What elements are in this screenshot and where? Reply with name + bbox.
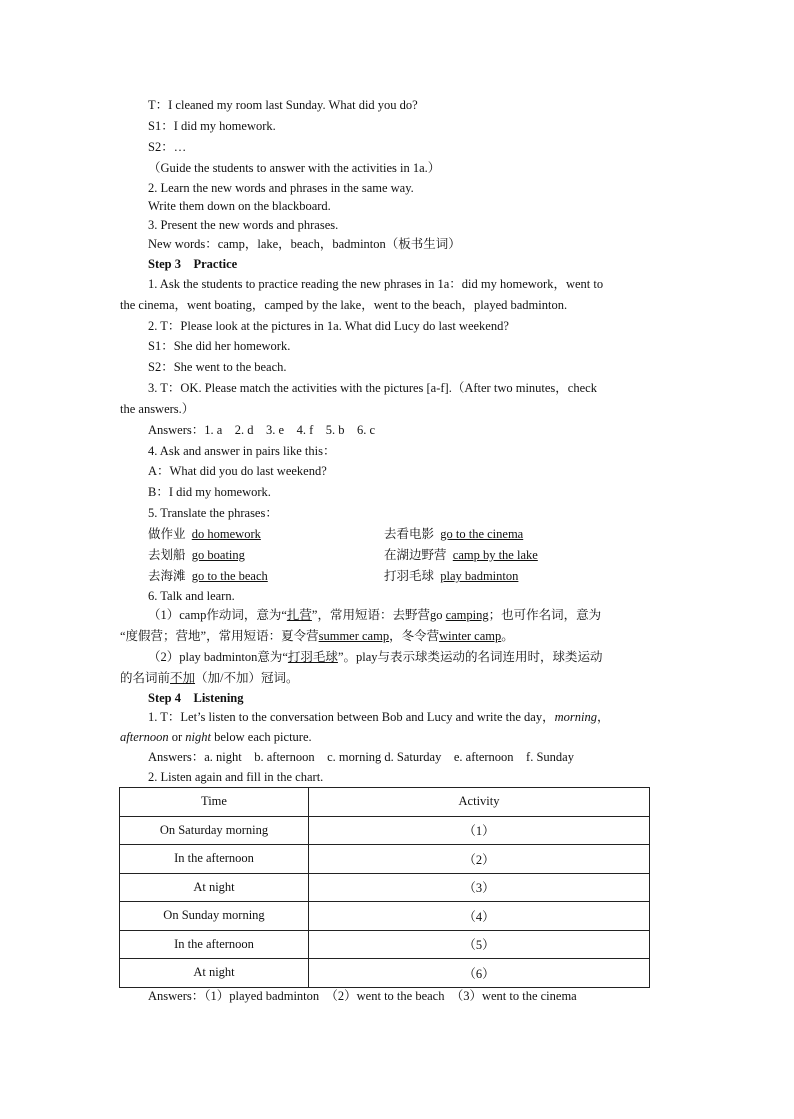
- listening-chart: [119, 787, 650, 988]
- translation-en: camp by the lake: [452, 548, 538, 562]
- procedure-step: 2. Learn the new words and phrases in the same way.: [148, 181, 414, 195]
- activity-cell: （3）: [309, 873, 650, 902]
- activity-cell: （6）: [309, 959, 650, 988]
- table-row: [120, 959, 650, 988]
- procedure-step: [120, 729, 312, 745]
- answers-line: Answers：a. night b. afternoon c. morning d. Saturday e. afternoon f. Sunday: [148, 750, 574, 764]
- step-text: below each picture.: [210, 730, 312, 744]
- step-italic: night: [185, 730, 211, 744]
- step-text: or: [168, 730, 186, 744]
- translation-en: go to the cinema: [440, 527, 524, 541]
- activity-cell: （5）: [309, 930, 650, 959]
- procedure-step: 1. Ask the students to practice reading the new phrases in 1a：did my homework，went to: [148, 277, 604, 291]
- grammar-note: [148, 649, 603, 665]
- procedure-step: 5. Translate the phrases：: [148, 506, 278, 520]
- translation-item: [148, 568, 268, 584]
- procedure-step: the cinema，went boating，camped by the lake，went to the beach，played badminton.: [120, 298, 568, 312]
- note-text: （1）camp作动词，意为“: [148, 608, 287, 622]
- step-italic: morning: [554, 710, 597, 724]
- procedure-step: 3. Present the new words and phrases.: [148, 218, 339, 232]
- note-blank: camping: [445, 608, 489, 622]
- translation-cn: 去看电影: [384, 527, 435, 541]
- procedure-step: 6. Talk and learn.: [148, 589, 235, 603]
- translation-item: [148, 547, 245, 563]
- dialogue-line: T：I cleaned my room last Sunday. What did you do?: [148, 98, 418, 112]
- translation-item: [384, 526, 523, 542]
- activity-cell: （4）: [309, 902, 650, 931]
- translation-cn: 做作业: [148, 527, 186, 541]
- translation-cn: 打羽毛球: [384, 569, 435, 583]
- note-text: ”，常用短语：去野营go: [311, 608, 446, 622]
- procedure-step: 2. T：Please look at the pictures in 1a. What did Lucy do last weekend?: [148, 319, 509, 333]
- dialogue-line: B：I did my homework.: [148, 485, 271, 499]
- time-cell: In the afternoon: [120, 930, 309, 959]
- table-header-row: [120, 788, 650, 817]
- translation-en: go boating: [191, 548, 245, 562]
- translation-cn: 去划船: [148, 548, 186, 562]
- note-text: “度假营；营地”，常用短语：夏令营: [120, 629, 319, 643]
- note-text: ；也可作名词，意为: [488, 608, 602, 622]
- step-heading: Step 4 Listening: [148, 691, 244, 705]
- instruction-note: （Guide the students to answer with the activities in 1a.）: [148, 161, 441, 175]
- activity-cell: （1）: [309, 816, 650, 845]
- dialogue-line: S2：…: [148, 140, 187, 154]
- time-cell: At night: [120, 959, 309, 988]
- translation-cn: 在湖边野营: [384, 548, 447, 562]
- translation-cn: 去海滩: [148, 569, 186, 583]
- table-row: [120, 816, 650, 845]
- procedure-step: Write them down on the blackboard.: [148, 199, 331, 213]
- time-cell: In the afternoon: [120, 845, 309, 874]
- dialogue-line: S1：She did her homework.: [148, 339, 291, 353]
- translation-item: [148, 526, 261, 542]
- table-row: [120, 873, 650, 902]
- answers-line: Answers：（1）played badminton （2）went to the beach （3）went to the cinema: [148, 989, 577, 1003]
- time-cell: On Saturday morning: [120, 816, 309, 845]
- translation-en: play badminton: [440, 569, 519, 583]
- note-blank: winter camp: [439, 629, 502, 643]
- translation-item: [384, 547, 538, 563]
- note-text: ，冬令营: [389, 629, 440, 643]
- grammar-note: [148, 607, 601, 623]
- note-text: 。: [501, 629, 514, 643]
- activity-cell: （2）: [309, 845, 650, 874]
- answers-line: Answers：1. a 2. d 3. e 4. f 5. b 6. c: [148, 423, 376, 437]
- note-blank: summer camp: [318, 629, 390, 643]
- step-text: 1. T：Let’s listen to the conversation between Bob and Lucy and write the day，: [148, 710, 555, 724]
- note-text: （2）play badminton意为“: [148, 650, 288, 664]
- dialogue-line: S2：She went to the beach.: [148, 360, 287, 374]
- column-header-time: Time: [120, 788, 309, 817]
- table-row: [120, 930, 650, 959]
- note-blank: 不加: [170, 671, 196, 685]
- note-blank: 打羽毛球: [287, 650, 338, 664]
- step-text: ，: [597, 710, 610, 724]
- note-text: （加/不加）冠词。: [195, 671, 299, 685]
- new-words-line: New words：camp，lake，beach，badminton（板书生词）: [148, 237, 461, 251]
- column-header-activity: Activity: [309, 788, 650, 817]
- dialogue-line: S1：I did my homework.: [148, 119, 276, 133]
- procedure-step: [148, 709, 610, 725]
- table-row: [120, 902, 650, 931]
- translation-en: do homework: [191, 527, 261, 541]
- procedure-step: 3. T：OK. Please match the activities with the pictures [a-f].（After two minutes，check: [148, 381, 597, 395]
- grammar-note: [120, 628, 514, 644]
- note-blank: 扎营: [286, 608, 312, 622]
- time-cell: On Sunday morning: [120, 902, 309, 931]
- translation-item: [384, 568, 518, 584]
- procedure-step: the answers.）: [120, 402, 195, 416]
- translation-en: go to the beach: [191, 569, 268, 583]
- step-italic: afternoon: [120, 730, 169, 744]
- grammar-note: [120, 670, 299, 686]
- procedure-step: 2. Listen again and fill in the chart.: [148, 770, 324, 784]
- procedure-step: 4. Ask and answer in pairs like this：: [148, 444, 336, 458]
- note-text: ”。play与表示球类运动的名词连用时，球类运动: [337, 650, 603, 664]
- step-heading: Step 3 Practice: [148, 257, 238, 271]
- dialogue-line: A：What did you do last weekend?: [148, 464, 327, 478]
- table-row: [120, 845, 650, 874]
- note-text: 的名词前: [120, 671, 171, 685]
- time-cell: At night: [120, 873, 309, 902]
